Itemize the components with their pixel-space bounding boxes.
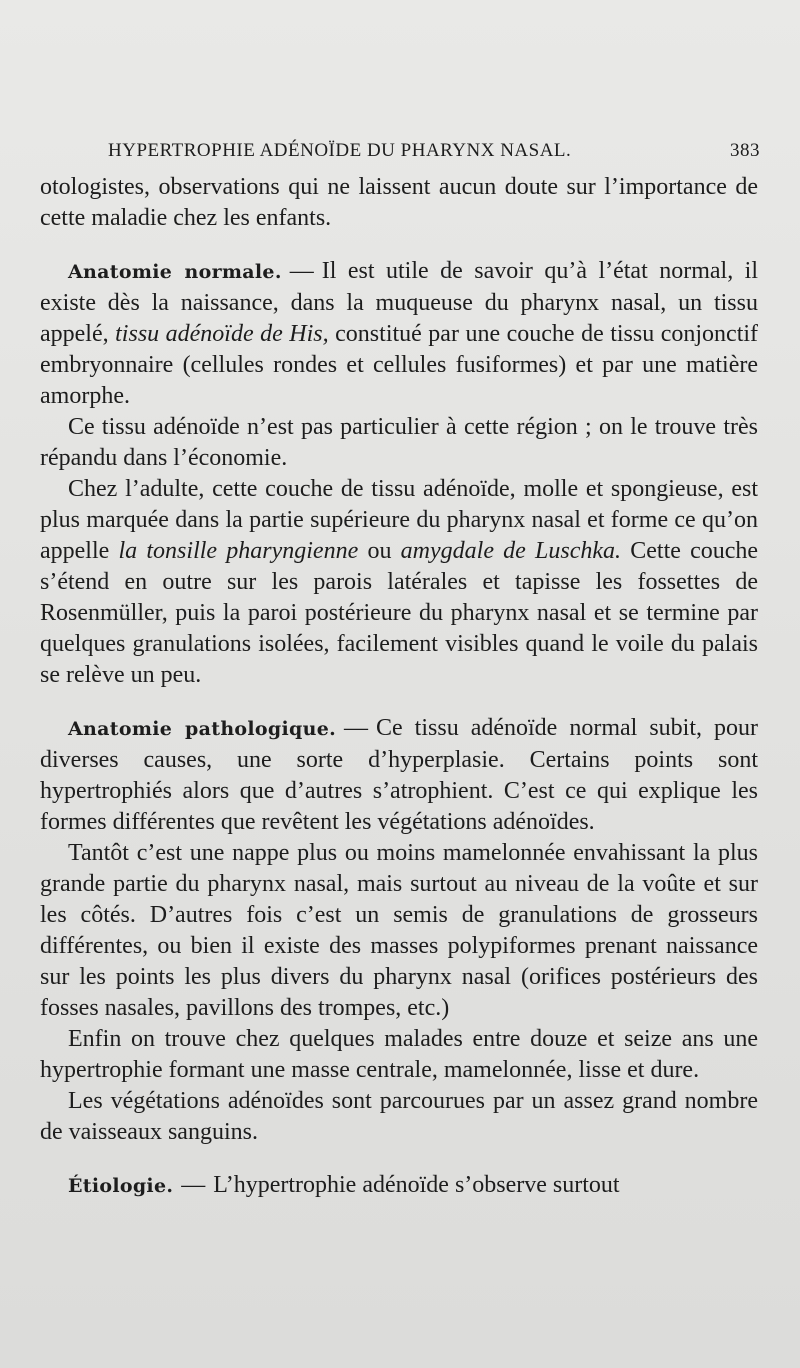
paragraph-text: Il est utile de savoir qu’à l’état normal, il existe dès la naissance, dans la muqueuse du pharynx nasal, un tissu appelé,	[40, 258, 759, 347]
page-number: 383	[730, 140, 760, 161]
paragraph-text: Tantôt c’est une nappe plus ou moins mamelonnée envahissant la plus grande partie du pharynx nasal, mais surtout au niveau de la voûte et sur les côtés. D’autres fois c’est un semis de granulations de grosseurs différentes, ou bien il existe des masses polypiformes prenant naissance sur les points les plus divers du pharynx nasal (orifices postérieurs des fosses nasales, pavillons des trompes, etc.)	[40, 840, 758, 1021]
paragraph-text: constitué par une couche de tissu conjonctif embryonnaire (cellules rondes et cellules fusiformes) et par une matière amorphe.	[40, 321, 759, 409]
paragraph-text: L’hypertrophie adénoïde s’observe surtout	[213, 1172, 620, 1198]
paragraph-text: otologistes, observations qui ne laissent aucun doute sur l’importance de cette maladie chez les enfants.	[40, 174, 758, 231]
section-anatomie-normale	[40, 256, 758, 412]
paragraph-text: Ce tissu adénoïde n’est pas particulier à cette région ; on le trouve très répandu dans l’économie.	[40, 414, 758, 471]
paragraph-continuation	[40, 172, 758, 234]
running-title: HYPERTROPHIE ADÉNOÏDE DU PHARYNX NASAL.	[108, 140, 572, 161]
heading-dash: —	[289, 258, 314, 284]
paragraph	[40, 1086, 758, 1148]
paragraph-text: Ce tissu adénoïde normal subit, pour diverses causes, une sorte d’hyperplasie. Certains points sont hypertrophiés alors que d’autres s’atrophient. C’est ce qui explique les formes différentes que revêtent les végétations adénoïdes.	[40, 715, 759, 835]
section-anatomie-pathologique	[40, 713, 758, 838]
paragraph	[40, 838, 758, 1024]
paragraph-text: ou	[367, 538, 392, 564]
section-heading: Étiologie.	[68, 1175, 174, 1197]
heading-dash: —	[344, 715, 369, 741]
italic-term: tissu adénoïde de His,	[115, 321, 329, 347]
heading-dash: —	[181, 1172, 206, 1198]
section-heading: Anatomie pathologique.	[68, 718, 337, 740]
paragraph-text: Chez l’adulte, cette couche de tissu adénoïde, molle et spongieuse, est plus marquée dans la partie supérieure du pharynx nasal et forme ce qu’on appelle	[40, 476, 758, 564]
italic-term: amygdale de Luschka.	[400, 538, 622, 564]
paragraph	[40, 412, 758, 474]
paragraph-text: Les végétations adénoïdes sont parcourues par un assez grand nombre de vaisseaux sanguins.	[40, 1088, 758, 1145]
paragraph-text: Cette couche s’étend en outre sur les parois latérales et tapisse les fossettes de Rosenmüller, puis la paroi postérieure du pharynx nasal et se termine par quelques granulations isolées, facilement visibles quand le voile du palais se relève un peu.	[40, 538, 759, 688]
paragraph	[40, 1024, 758, 1086]
page-body	[40, 172, 758, 1202]
section-etiologie	[40, 1170, 758, 1202]
section-heading: Anatomie normale.	[68, 261, 282, 283]
paragraph	[40, 474, 758, 691]
italic-term: la tonsille pharyngienne	[118, 538, 359, 564]
paragraph-text: Enfin on trouve chez quelques malades entre douze et seize ans une hypertrophie formant une masse centrale, mamelonnée, lisse et dure.	[40, 1026, 758, 1083]
